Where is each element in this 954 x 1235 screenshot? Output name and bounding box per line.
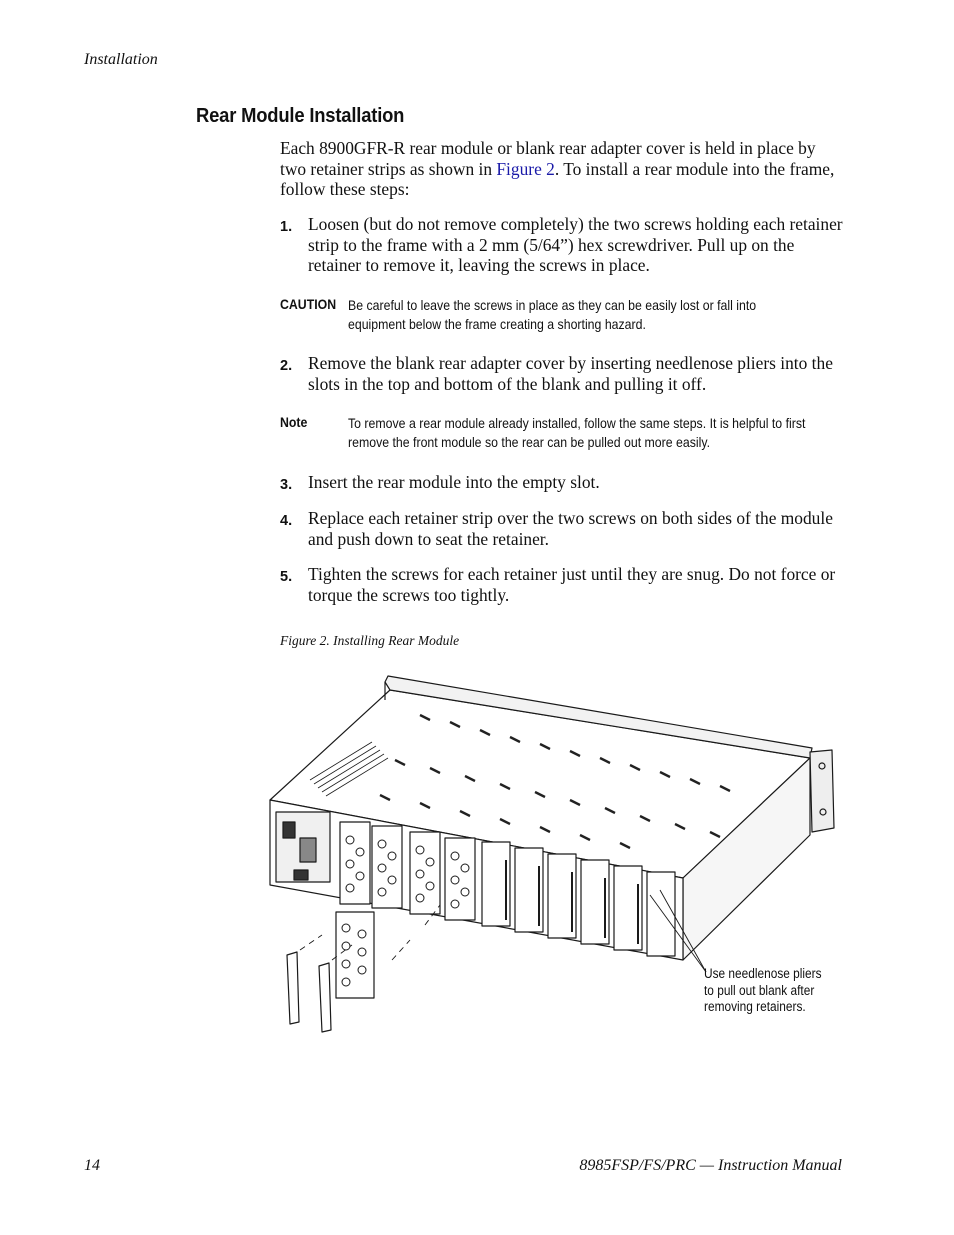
figure-caption: Figure 2. Installing Rear Module (280, 633, 460, 648)
figure-callout: Use needlenose pliers to pull out blank after removing retainers. (704, 966, 822, 1014)
step-number: 2. (280, 358, 293, 374)
caution-label: CAUTION (280, 296, 337, 312)
step-2 (280, 353, 845, 394)
intro-text-before: Each 8900GFR-R rear module or blank rear adapter cover is held in place by two retainer strips as shown in (280, 138, 816, 179)
step-text: Insert the rear module into the empty slot. (308, 472, 600, 492)
step-text: Tighten the screws for each retainer just until they are snug. Do not force or torque the screws too tightly. (308, 564, 836, 605)
intro-text-after: . To install a rear module into the frame, follow these steps: (280, 158, 835, 199)
step-1 (280, 214, 845, 276)
step-number: 5. (280, 569, 293, 585)
step-text: Remove the blank rear adapter cover by inserting needlenose pliers into the slots in the top and bottom of the blank and pulling it off. (308, 353, 833, 394)
step-text: Replace each retainer strip over the two screws on both sides of the module and push down to seat the retainer. (308, 508, 833, 549)
step-4 (280, 508, 845, 549)
step-text: Loosen (but do not remove completely) the two screws holding each retainer strip to the frame with a 2 mm (5/64”) hex screwdriver. Pull up on the retainer to remove it, leaving the screws in place. (308, 214, 843, 275)
manual-title: 8985FSP/FS/PRC — Instruction Manual (579, 1157, 842, 1174)
caution-text: Be careful to leave the screws in place as they can be easily lost or fall into equipment below the frame creating a shorting hazard. (348, 297, 757, 332)
note-text: To remove a rear module already installed, follow the same steps. It is helpful to first remove the front module so the rear can be pulled out more easily. (348, 415, 806, 450)
figure-2-link[interactable]: Figure 2 (496, 158, 555, 179)
step-5 (280, 564, 845, 605)
running-header: Installation (84, 51, 158, 68)
page-number: 14 (84, 1157, 100, 1174)
step-number: 1. (280, 219, 293, 235)
note-notice (280, 414, 840, 451)
note-label: Note (280, 414, 308, 430)
step-number: 4. (280, 513, 293, 529)
step-number: 3. (280, 477, 293, 493)
step-3 (280, 472, 845, 493)
caution-notice (280, 296, 840, 333)
intro-paragraph (280, 138, 845, 200)
section-title: Rear Module Installation (196, 105, 405, 127)
